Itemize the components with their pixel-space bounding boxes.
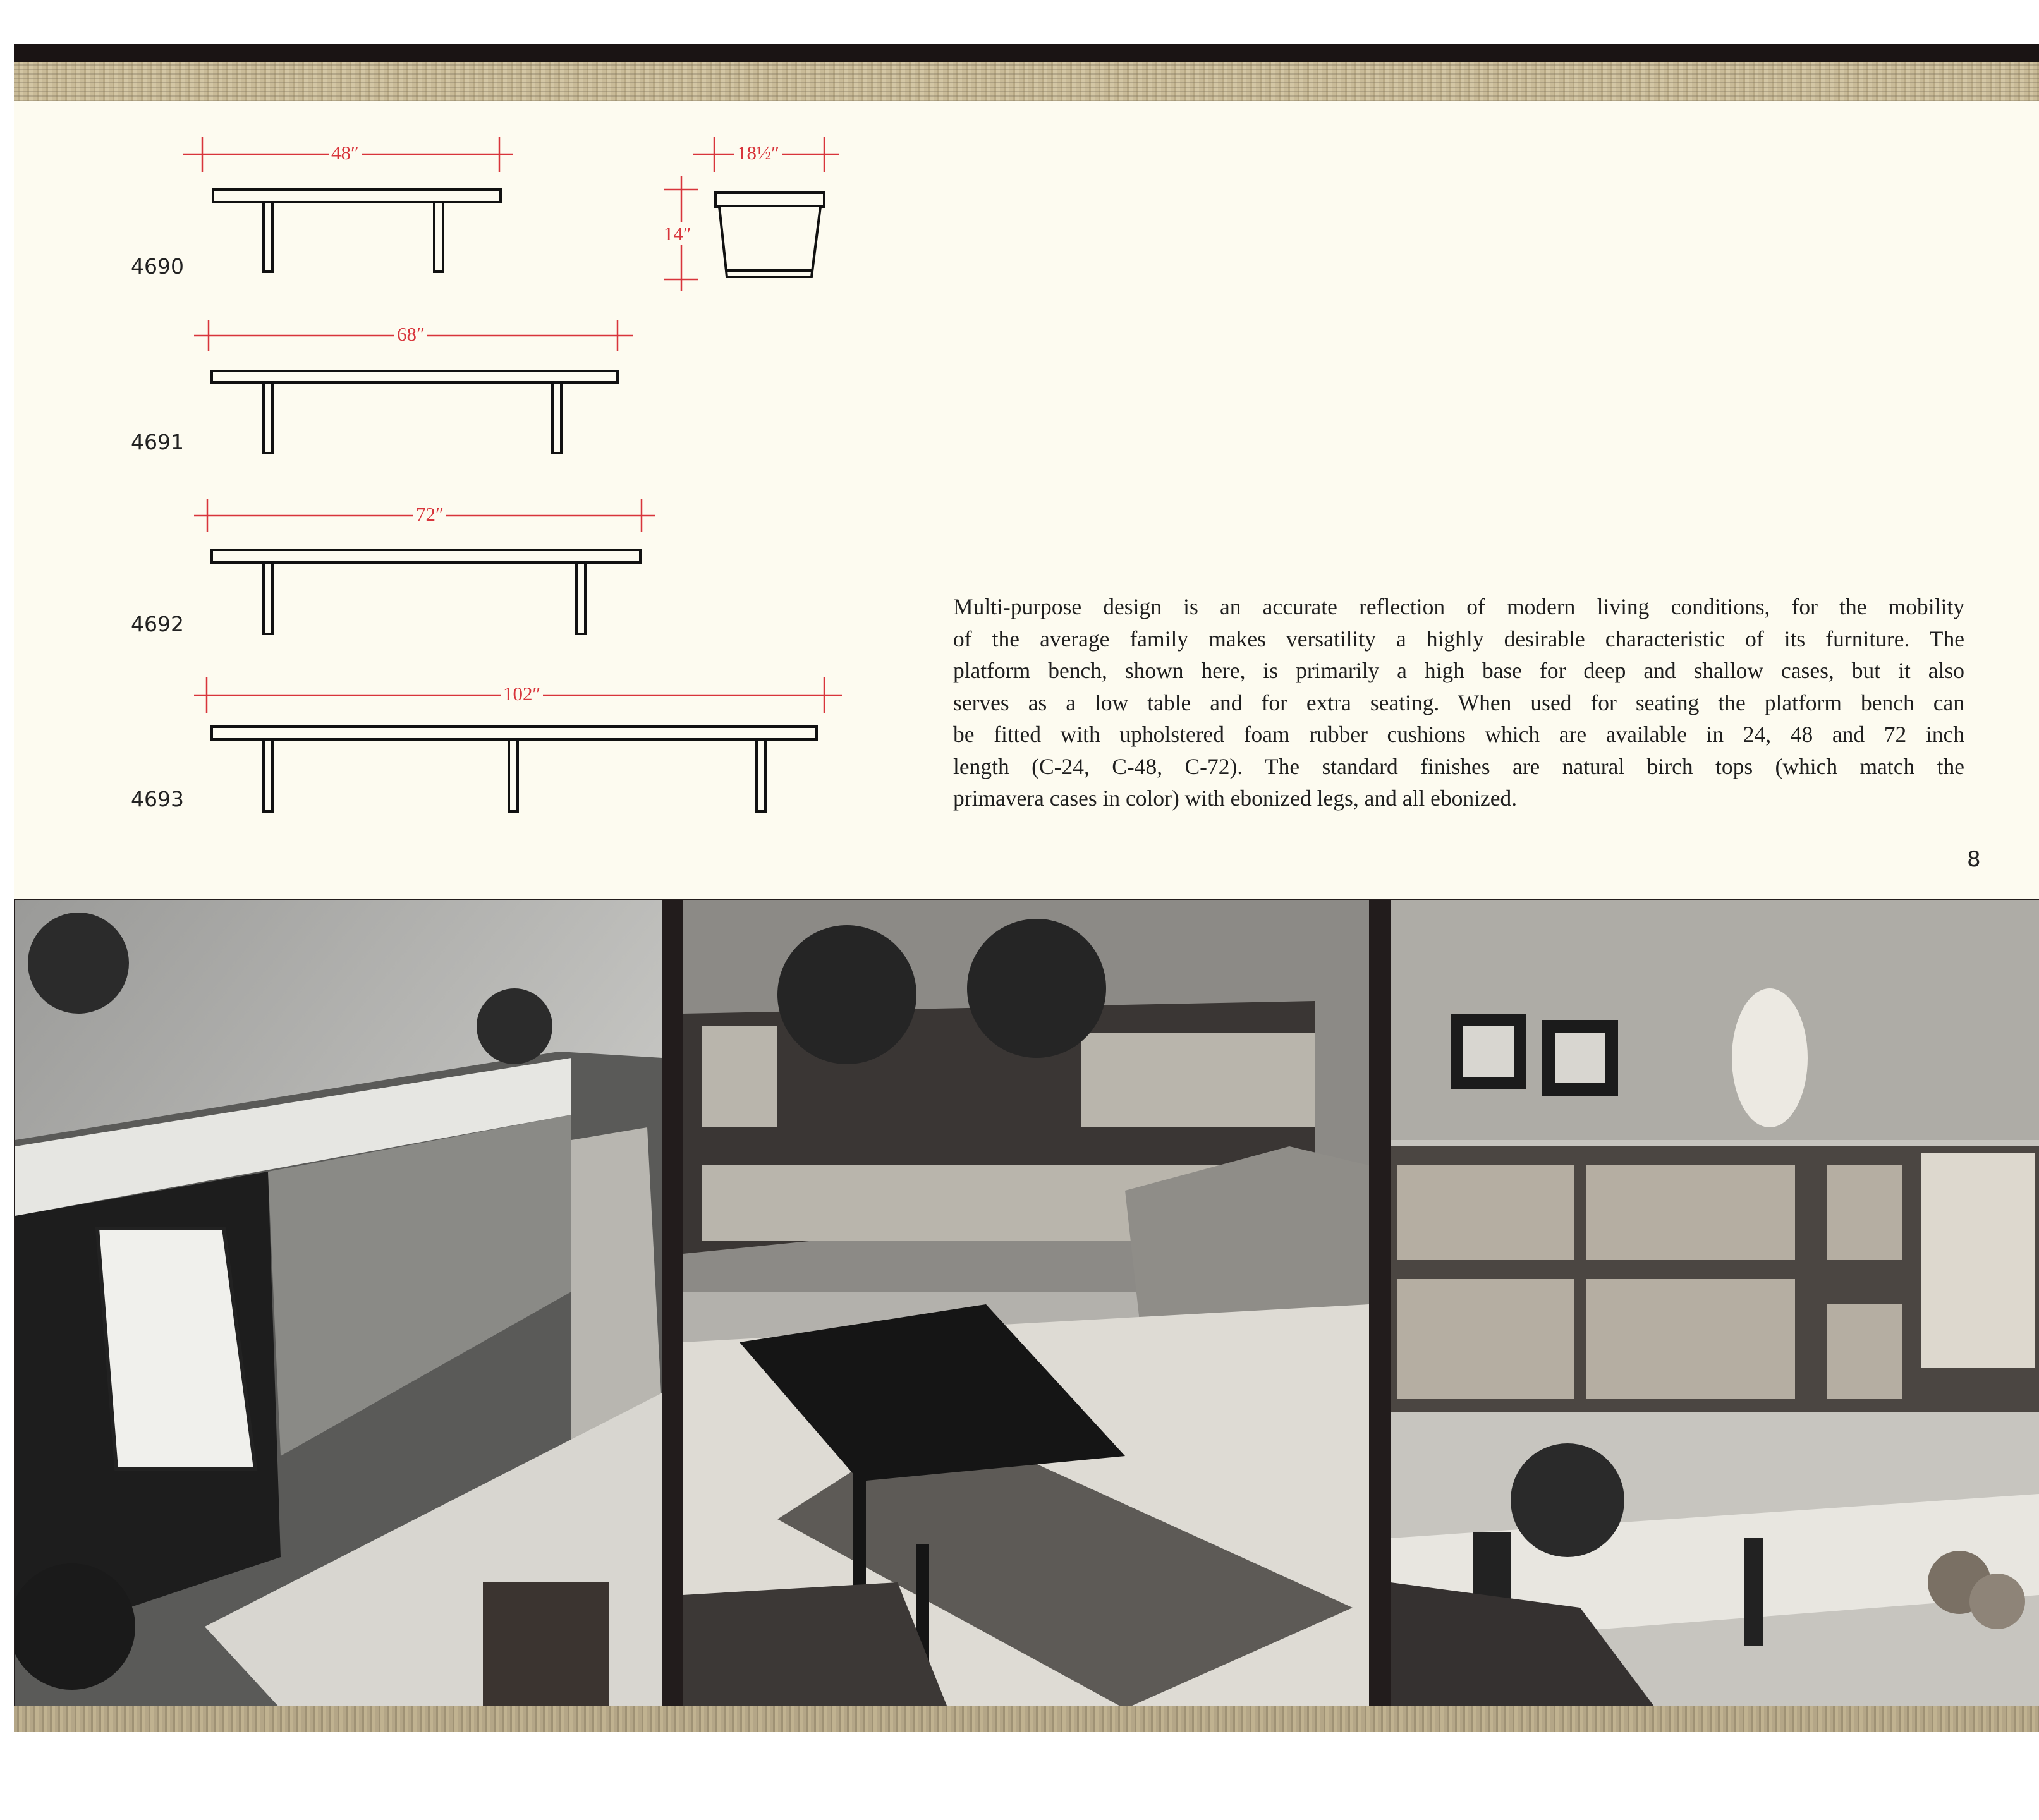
cloth-binding-top xyxy=(14,62,2039,101)
text-line: of the average family makes versatility a highly desirable characteristic of its furniture. The xyxy=(953,626,1964,652)
photo-living-room-case xyxy=(15,900,662,1709)
text-line: Multi-purpose design is an accurate reflection of modern living conditions, for the mobility xyxy=(953,594,1964,619)
dimension-label-height: 14″ xyxy=(661,222,694,245)
photo-coffee-table xyxy=(683,900,1369,1709)
model-number-4691: 4691 xyxy=(131,430,184,454)
photo-wall-bookcases xyxy=(1391,900,2039,1709)
text-line: platform bench, shown here, is primarily a high base for deep and shallow cases, but it also xyxy=(953,658,1964,683)
text-line: primavera cases in color) with ebonized legs, and all ebonized. xyxy=(953,786,1518,811)
cloth-binding-bottom xyxy=(14,1706,2039,1732)
dimension-label-4692-width: 72″ xyxy=(413,503,446,526)
dimension-label-depth: 18½″ xyxy=(734,142,782,164)
model-number-4693: 4693 xyxy=(131,787,184,811)
text-line: length (C-24, C-48, C-72). The standard finishes are natural birch tops (which match the xyxy=(953,753,1964,779)
dimension-label-4690-width: 48″ xyxy=(329,142,362,164)
description-paragraph xyxy=(953,591,1964,815)
page-number: 8 xyxy=(1967,847,1981,872)
text-line: serves as a low table and for extra seating. When used for seating the platform bench can xyxy=(953,689,1964,715)
model-number-4690: 4690 xyxy=(131,254,184,279)
dimension-label-4691-width: 68″ xyxy=(394,323,427,346)
model-number-4692: 4692 xyxy=(131,612,184,636)
dimension-label-4693-width: 102″ xyxy=(501,682,543,705)
text-line: be fitted with upholstered foam rubber cushions which are available in 24, 48 and 72 inch xyxy=(953,722,1964,747)
